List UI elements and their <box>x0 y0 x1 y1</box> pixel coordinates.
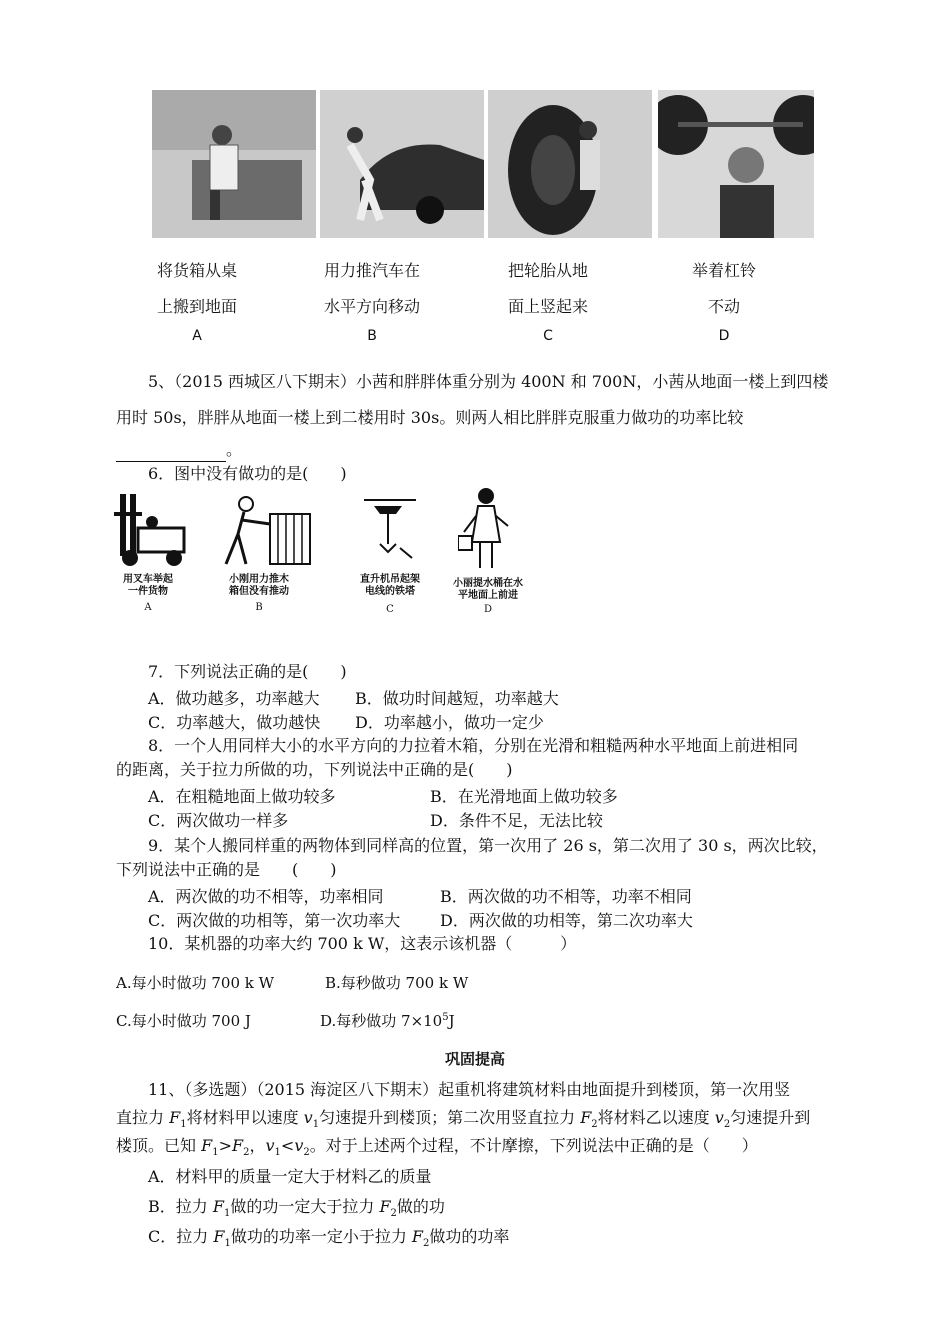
q8-option-d[interactable]: D．条件不足，无法比较 <box>430 811 603 830</box>
q8-option-c[interactable]: C．两次做功一样多 <box>148 811 289 830</box>
forklift-figure <box>112 492 192 572</box>
q11-l2d: 将材料乙以速度 <box>597 1108 715 1127</box>
q10-option-a[interactable]: A.每小时做功 700 k W <box>116 974 275 992</box>
q11-c-post: 做功的功率 <box>429 1227 510 1246</box>
q11-v1: v <box>303 1108 313 1127</box>
q11-b-mid: 做的功一定大于拉力 <box>230 1197 380 1216</box>
q6-caption-c: 直升机吊起架 电线的铁塔 <box>360 574 420 597</box>
q11-l2b: 将材料甲以速度 <box>186 1108 304 1127</box>
q10-option-c[interactable]: C.每小时做功 700 J <box>116 1012 251 1030</box>
q5-answer-blank <box>116 443 226 462</box>
caption-c-line2: 面上竖起来 <box>507 297 588 316</box>
q11-f2: F <box>580 1108 592 1127</box>
q11-l3a: 楼顶。已知 <box>116 1136 202 1155</box>
q10-option-d-text: D.每秒做功 7×10 <box>320 1012 443 1030</box>
photo-weightlifter <box>658 90 814 238</box>
q7-option-d[interactable]: D．功率越小，做功一定少 <box>355 713 544 732</box>
q11-option-b[interactable] <box>148 1194 445 1219</box>
caption-d-line1: 举着杠铃 <box>691 261 756 280</box>
pushing-car-illustration <box>320 90 484 238</box>
q9-line2: 下列说法中正确的是 ( ) <box>116 860 337 879</box>
q9-option-c[interactable]: C．两次做的功相等，第一次功率大 <box>148 911 401 930</box>
section-heading: 巩固提高 <box>444 1050 505 1068</box>
q9-option-b[interactable]: B．两次做的功不相等，功率不相同 <box>440 887 692 906</box>
weightlifter-illustration <box>658 90 814 238</box>
q11-b-f1-sub: 1 <box>223 1208 231 1220</box>
caption-a-line2: 上搬到地面 <box>156 297 237 316</box>
q11-b-post: 做的功 <box>396 1197 445 1216</box>
caption-b-line1: 用力推汽车在 <box>323 261 420 280</box>
q11-f1-sub: 1 <box>180 1119 187 1131</box>
q5-line1: 5、（2015 西城区八下期末）小茜和胖胖体重分别为 400N 和 700N，小茜从地面一楼上到四楼 <box>148 372 829 391</box>
q11-c-f2-sub: 2 <box>423 1238 430 1250</box>
q11-c-mid: 做功的功率一定小于拉力 <box>230 1227 412 1246</box>
q11-line2 <box>116 1106 810 1137</box>
q6-caption-d: 小丽提水桶在水 平地面上前进 <box>453 578 523 601</box>
q11-comma: ， <box>249 1136 266 1155</box>
q11-c-pre: C．拉力 <box>148 1227 214 1246</box>
q10-option-d[interactable] <box>320 1010 455 1031</box>
q11-cond-f2-sub: 2 <box>243 1147 250 1159</box>
q11-line3 <box>116 1134 758 1165</box>
photo-carrying-box <box>152 90 316 238</box>
q6-letter-d: D <box>483 604 493 615</box>
caption-d-line2: 不动 <box>707 297 740 316</box>
helicopter-figure <box>360 492 420 572</box>
caption-a-letter: A <box>192 328 202 344</box>
caption-b-line2: 水平方向移动 <box>323 297 420 316</box>
q8-option-a[interactable]: A．在粗糙地面上做功较多 <box>148 787 336 806</box>
q8-option-b[interactable]: B．在光滑地面上做功较多 <box>430 787 618 806</box>
q11-c-f2: F <box>411 1227 424 1246</box>
q10-option-b[interactable]: B.每秒做功 700 k W <box>325 974 469 992</box>
q9-option-a[interactable]: A．两次做的功不相等，功率相同 <box>148 887 384 906</box>
pushing-box-figure <box>208 494 312 568</box>
q10-stem: 10．某机器的功率大约 700 k W，这表示该机器（ ） <box>148 934 577 953</box>
q11-c-f1-sub: 1 <box>224 1238 231 1250</box>
q7-stem: 7．下列说法正确的是( ) <box>148 662 347 681</box>
q5-line3 <box>116 438 242 462</box>
q11-v1-sub: 1 <box>312 1119 320 1131</box>
q11-l2a: 直拉力 <box>116 1108 170 1127</box>
photo-pushing-car <box>320 90 484 238</box>
q11-b-f2: F <box>379 1197 391 1216</box>
q11-l3b: 。对于上述两个过程，不计摩擦，下列说法中正确的是（ ） <box>309 1136 758 1155</box>
q11-cond-f2: F <box>231 1136 244 1155</box>
q11-cond-v1-sub: 1 <box>274 1147 281 1159</box>
q11-l2e: 匀速提升到 <box>730 1108 811 1127</box>
caption-c-line1: 把轮胎从地 <box>507 261 588 280</box>
q11-b-f1: F <box>212 1197 224 1216</box>
caption-c-letter: C <box>543 328 553 344</box>
q11-c-f1: F <box>213 1227 225 1246</box>
q6-letter-b: B <box>255 602 263 613</box>
q11-lt: < <box>280 1136 295 1155</box>
caption-d-letter: D <box>718 328 730 344</box>
tire-illustration <box>488 90 652 238</box>
q8-line2: 的距离，关于拉力所做的功，下列说法中正确的是( ) <box>116 760 513 779</box>
photo-tire <box>488 90 652 238</box>
q11-f1: F <box>169 1108 181 1127</box>
caption-b-letter: B <box>367 328 377 344</box>
girl-bucket-figure <box>458 486 514 574</box>
q11-b-pre: B．拉力 <box>148 1197 213 1216</box>
q6-letter-a: A <box>144 602 152 613</box>
q5-end: 。 <box>226 440 243 459</box>
q11-cond-f1-sub: 1 <box>212 1147 219 1159</box>
q6-stem: 6．图中没有做功的是( ) <box>148 464 347 483</box>
q11-v2-sub: 2 <box>723 1119 731 1131</box>
q9-line1: 9．某个人搬同样重的两物体到同样高的位置，第一次用了 26 s，第二次用了 30 s，两次比较， <box>148 836 828 855</box>
q10-option-d-unit: J <box>448 1012 455 1030</box>
q11-cond-v1: v <box>265 1136 275 1155</box>
q11-f2-sub: 2 <box>591 1119 598 1131</box>
q11-l2c: 匀速提升到楼顶；第二次用竖直拉力 <box>319 1108 581 1127</box>
q11-v2: v <box>714 1108 724 1127</box>
q11-cond-v2: v <box>294 1136 304 1155</box>
q11-cond-v2-sub: 2 <box>303 1147 310 1159</box>
q5-line2: 用时 50s，胖胖从地面一楼上到二楼用时 30s。则两人相比胖胖克服重力做功的功率比较 <box>116 408 744 427</box>
q6-letter-c: C <box>386 604 394 615</box>
q11-option-c[interactable] <box>148 1224 509 1249</box>
q9-option-d[interactable]: D．两次做的功相等，第二次功率大 <box>440 911 693 930</box>
q11-gt: > <box>218 1136 232 1155</box>
q7-option-c[interactable]: C．功率越大，做功越快 <box>148 713 321 732</box>
q11-b-f2-sub: 2 <box>390 1208 397 1220</box>
q11-option-a[interactable]: A．材料甲的质量一定大于材料乙的质量 <box>148 1167 432 1186</box>
q6-caption-a: 用叉车举起 一件货物 <box>123 574 173 597</box>
q10-option-d-exponent: 5 <box>442 1012 449 1023</box>
q11-cond-f1: F <box>201 1136 213 1155</box>
carrying-box-illustration <box>152 90 316 238</box>
caption-a-line1: 将货箱从桌 <box>156 261 237 280</box>
q11-line1: 11、（多选题）（2015 海淀区八下期末）起重机将建筑材料由地面提升到楼顶，第一次用竖 <box>148 1080 791 1099</box>
q6-caption-b: 小刚用力推木 箱但没有推动 <box>229 574 289 597</box>
q7-option-b[interactable]: B．做功时间越短，功率越大 <box>355 689 559 708</box>
q7-option-a[interactable]: A．做功越多，功率越大 <box>148 689 320 708</box>
q8-line1: 8．一个人用同样大小的水平方向的力拉着木箱，分别在光滑和粗糙两种水平地面上前进相同 <box>148 736 799 755</box>
